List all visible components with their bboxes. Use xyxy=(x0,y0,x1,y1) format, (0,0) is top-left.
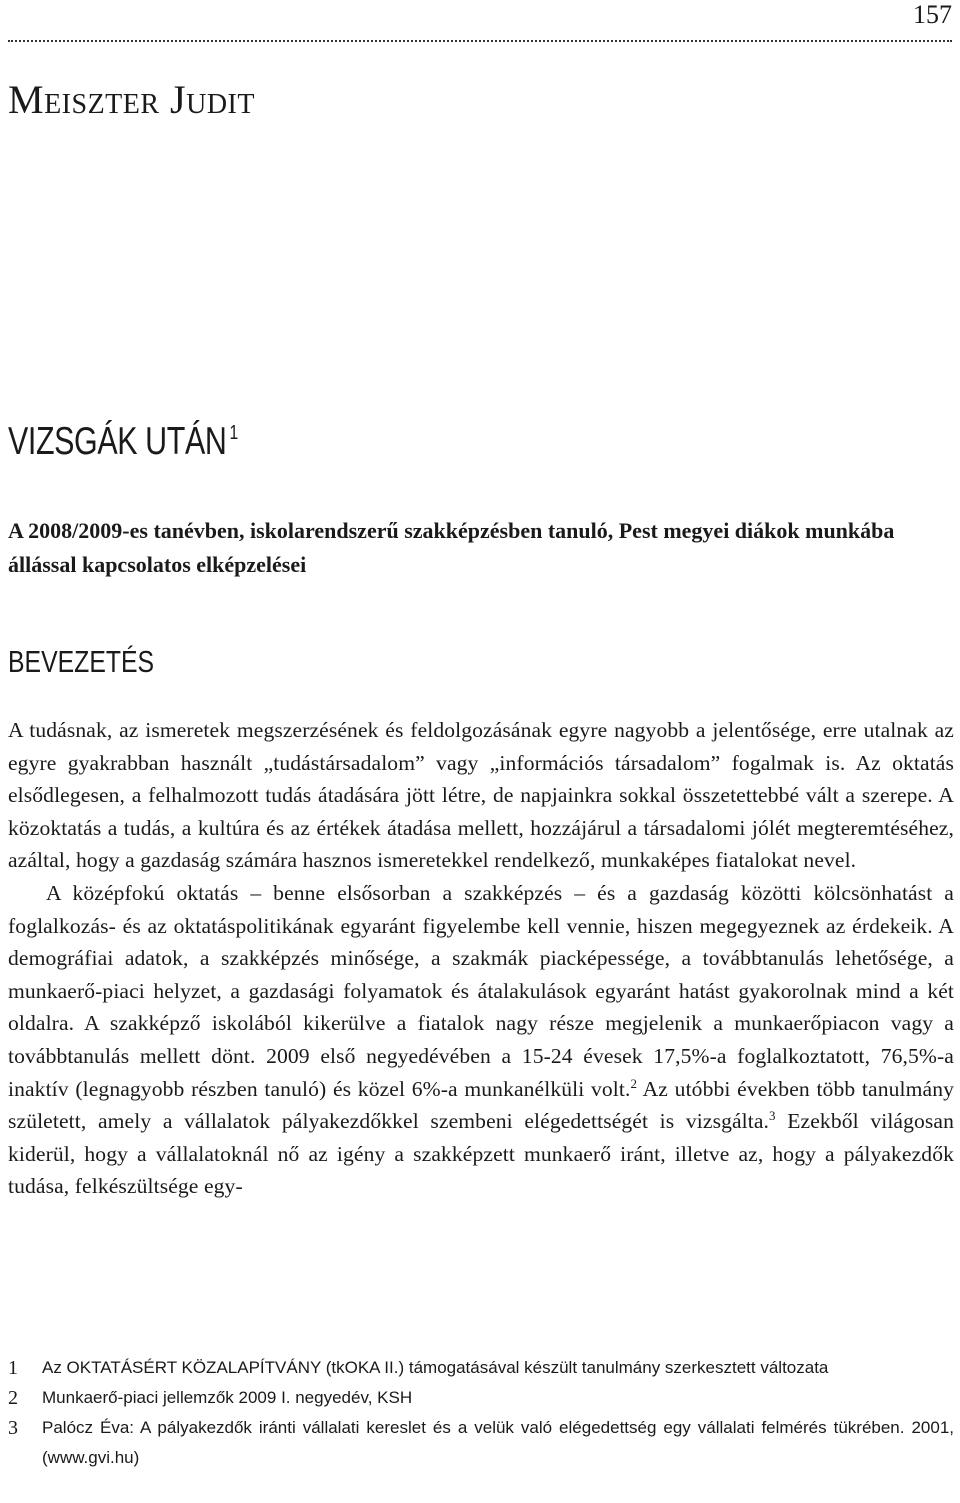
footnote-2 xyxy=(8,1383,954,1413)
paragraph-1: A tudásnak, az ismeretek megszerzésének és feldolgozásának egyre nagyobb a jelentősége, erre utalnak az egyre gyakrabban használt „tudástársadalom” vagy „információs társadalom” fogalmak is. Az oktatás elsődlegesen, a felhalmozott tudás átadására jött létre, de napjainkra sokkal összetettebbé vált a szerepe. A közoktatás a tudás, a kultúra és az értékek átadása mellett, hozzájárul a társadalomi jólét megteremtéséhez, azáltal, hogy a gazdaság számára hasznos ismeretekkel rendelkező, munkaképes fiatalokat nevel. xyxy=(8,718,954,873)
article-subtitle: A 2008/2009-es tanévben, iskolarendszerű szakképzésben tanuló, Pest megyei diákok munkába állással kapcsolatos elképzelései xyxy=(8,518,895,577)
footnote-number: 1 xyxy=(8,1357,18,1379)
footnote-number: 2 xyxy=(8,1387,18,1409)
article-title-text: VIZSGÁK UTÁN xyxy=(8,420,227,463)
footnotes xyxy=(8,1353,954,1473)
section-heading: BEVEZETÉS xyxy=(8,644,155,679)
footnote-text: Az OKTATÁSÉRT KÖZALAPÍTVÁNY (tkOKA II.) támogatásával készült tanulmány szerkesztett változata xyxy=(42,1358,829,1377)
paragraph-2 xyxy=(8,877,954,1203)
footnote-ref-2[interactable]: 2 xyxy=(630,1075,638,1091)
body-text xyxy=(8,714,954,1203)
page-number: 157 xyxy=(913,0,952,29)
header-dotted-rule xyxy=(8,40,952,42)
article-title xyxy=(8,420,238,464)
footnote-text: Munkaerő-piaci jellemzők 2009 I. negyedév, KSH xyxy=(42,1388,413,1407)
paragraph-2-part-c: Ezekből világosan kiderül, hogy a vállalatoknál nő az igény a szakképzett munkaerő iránt, illetve az, hogy a pályakezdők tudása, felkészültsége egy- xyxy=(8,1109,954,1199)
footnote-1 xyxy=(8,1353,954,1383)
footnote-text: Palócz Éva: A pályakezdők iránti vállalati kereslet és a velük való elégedettség egy vállalati felmérés tükrében. 2001, (www.gvi.hu) xyxy=(42,1418,954,1467)
footnote-3 xyxy=(8,1413,954,1473)
footnote-number: 3 xyxy=(8,1417,18,1439)
author-name: Meiszter Judit xyxy=(8,77,255,122)
paragraph-2-part-a: A középfokú oktatás – benne elsősorban a szakképzés – és a gazdaság közötti kölcsönhatást a foglalkozás- és az oktatáspolitikának egyaránt figyelembe kell vennie, hiszen megegyeznek az érdekeik. A demográfiai adatok, a szakképzés minősége, a szakmák piacképessége, a továbbtanulás lehetősége, a munkaerő-piaci helyzet, a gazdasági folyamatok és átalakulások egyaránt hatást gyakorolnak mind a két oldalra. A szakképző iskolából kikerülve a fiatalok nagy része megjelenik a munkaerőpiacon vagy a továbbtanulás mellett dönt. 2009 első negyedévében a 15-24 évesek 17,5%-a foglalkoztatott, 76,5%-a inaktív (legnagyobb részben tanuló) és közel 6%-a munkanélküli volt. xyxy=(8,880,954,1101)
title-footnote-ref[interactable]: 1 xyxy=(229,422,238,444)
paragraph-2-part-b: Az utóbbi években több tanulmány született, amely a vállalatok pályakezdőkkel szembeni elégedettségét is vizsgálta. xyxy=(8,1076,954,1134)
footnote-ref-3[interactable]: 3 xyxy=(769,1107,776,1123)
